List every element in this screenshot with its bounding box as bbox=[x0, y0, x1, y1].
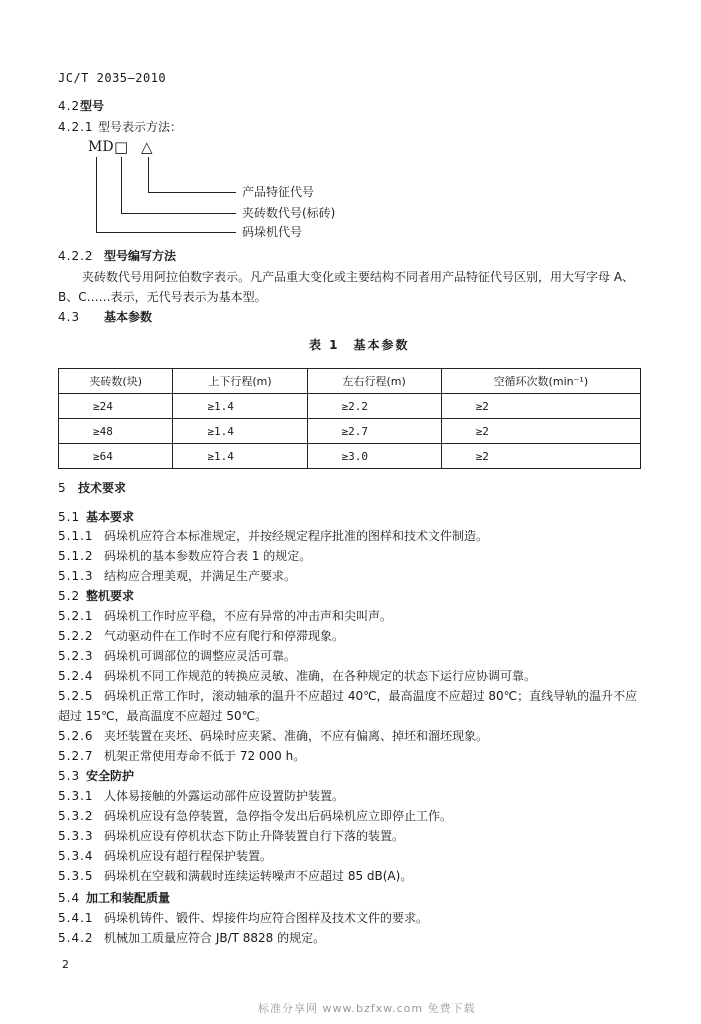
clause-5-1-2 bbox=[58, 548, 311, 564]
standard-number: JC/T 2035—2010 bbox=[58, 71, 167, 85]
section-title: 技术要求 bbox=[78, 481, 127, 495]
clause-5-2-1 bbox=[58, 608, 392, 624]
table-caption: 表 1 基本参数 bbox=[309, 338, 410, 352]
section-4-2-2-text: 夹砖数代号用阿拉伯数字表示。凡产品重大变化或主要结构不同者用产品特征代号区别，用大写字母 A、B、C……表示，无代号表示为基本型。 bbox=[58, 270, 635, 304]
section-title: 型号 bbox=[80, 99, 105, 113]
section-number: 4.2.2 bbox=[58, 249, 94, 263]
clause-text: 码垛机在空载和满载时连续运转噪声不应超过 85 dB(A)。 bbox=[104, 869, 413, 883]
table-cell: ≥64 bbox=[59, 444, 173, 469]
section-number: 5.4 bbox=[58, 891, 81, 905]
section-5-3-heading bbox=[58, 768, 134, 784]
clause-5-1-3 bbox=[58, 568, 296, 584]
clause-text: 码垛机正常工作时，滚动轴承的温升不应超过 40℃，最高温度不应超过 80℃；直线导轨的温升不应超过 15℃，最高温度不应超过 50℃。 bbox=[58, 689, 638, 723]
section-5-1-heading bbox=[58, 509, 134, 525]
table-cell: ≥2.7 bbox=[307, 419, 441, 444]
clause-text: 结构应合理美观，并满足生产要求。 bbox=[104, 569, 297, 583]
section-5-2-heading bbox=[58, 588, 134, 604]
label-count-code: 夹砖数代号(标砖) bbox=[242, 206, 336, 220]
section-5-4-heading bbox=[58, 890, 170, 906]
clause-5-2-6 bbox=[58, 728, 488, 744]
section-title: 基本参数 bbox=[104, 310, 153, 324]
clause-text: 码垛机应符合本标准规定，并按经规定程序批准的图样和技术文件制造。 bbox=[104, 529, 489, 543]
clause-5-2-2 bbox=[58, 628, 344, 644]
designation-triangle-symbol: △ bbox=[141, 138, 153, 156]
clause-text: 人体易接触的外露运动部件应设置防护装置。 bbox=[104, 789, 345, 803]
section-number: 4.3 bbox=[58, 310, 81, 324]
clause-5-2-7 bbox=[58, 748, 305, 764]
page-number: 2 bbox=[62, 958, 69, 971]
table-row bbox=[59, 419, 641, 444]
clause-number: 5.3.3 bbox=[58, 829, 94, 843]
section-4-3-heading bbox=[58, 309, 152, 325]
table-cell: ≥2 bbox=[441, 394, 640, 419]
leader-line-feature bbox=[148, 157, 149, 193]
section-number: 4.2 bbox=[58, 99, 81, 113]
table-cell: ≥2 bbox=[441, 419, 640, 444]
section-title: 整机要求 bbox=[86, 589, 135, 603]
table-cell: ≥48 bbox=[59, 419, 173, 444]
clause-number: 5.4.2 bbox=[58, 931, 94, 945]
section-number: 4.2.1 bbox=[58, 120, 94, 134]
section-title: 型号编写方法 bbox=[104, 249, 177, 263]
clause-number: 5.2.7 bbox=[58, 749, 94, 763]
table-cell: ≥2 bbox=[441, 444, 640, 469]
clause-5-2-4 bbox=[58, 668, 536, 684]
table-cell: ≥1.4 bbox=[173, 419, 307, 444]
clause-number: 5.2.1 bbox=[58, 609, 94, 623]
table-cell: ≥1.4 bbox=[173, 444, 307, 469]
table-cell: ≥3.0 bbox=[307, 444, 441, 469]
clause-text: 码垛机铸件、锻件、焊接件均应符合图样及技术文件的要求。 bbox=[104, 911, 429, 925]
table-header-cell: 上下行程(m) bbox=[173, 369, 307, 394]
leader-line-machine-h bbox=[96, 232, 236, 233]
clause-5-3-3 bbox=[58, 828, 404, 844]
section-number: 5.3 bbox=[58, 769, 81, 783]
clause-5-1-1 bbox=[58, 528, 488, 544]
leader-line-count-h bbox=[121, 213, 236, 214]
clause-number: 5.2.3 bbox=[58, 649, 94, 663]
designation-box-symbol: □ bbox=[114, 138, 129, 156]
section-number: 5.1 bbox=[58, 510, 81, 524]
table-header-row bbox=[59, 369, 641, 394]
leader-line-machine bbox=[96, 157, 97, 233]
clause-5-2-3 bbox=[58, 648, 296, 664]
clause-number: 5.2.5 bbox=[58, 689, 94, 703]
clause-number: 5.3.5 bbox=[58, 869, 94, 883]
clause-text: 码垛机的基本参数应符合表 1 的规定。 bbox=[104, 549, 312, 563]
label-machine-code: 码垛机代号 bbox=[242, 225, 303, 239]
table-cell: ≥24 bbox=[59, 394, 173, 419]
section-title: 加工和装配质量 bbox=[86, 891, 171, 905]
clause-text: 气动驱动件在工作时不应有爬行和停滞现象。 bbox=[104, 629, 345, 643]
parameters-table bbox=[58, 368, 641, 469]
clause-5-4-2 bbox=[58, 930, 325, 946]
clause-number: 5.2.2 bbox=[58, 629, 94, 643]
clause-text: 码垛机应设有停机状态下防止升降装置自行下落的装置。 bbox=[104, 829, 405, 843]
section-title: 基本要求 bbox=[86, 510, 135, 524]
clause-text: 码垛机应设有急停装置，急停指令发出后码垛机应立即停止工作。 bbox=[104, 809, 453, 823]
clause-number: 5.2.6 bbox=[58, 729, 94, 743]
table-header-cell: 夹砖数(块) bbox=[59, 369, 173, 394]
clause-number: 5.1.2 bbox=[58, 549, 94, 563]
clause-number: 5.3.4 bbox=[58, 849, 94, 863]
designation-prefix: MD bbox=[88, 139, 114, 155]
clause-5-3-4 bbox=[58, 848, 272, 864]
table-row bbox=[59, 394, 641, 419]
leader-line-count bbox=[121, 157, 122, 214]
clause-text: 码垛机应设有超行程保护装置。 bbox=[104, 849, 273, 863]
section-4-2-2-heading bbox=[58, 248, 176, 264]
section-title: 安全防护 bbox=[86, 769, 135, 783]
clause-5-3-5 bbox=[58, 868, 412, 884]
section-number: 5 bbox=[58, 481, 67, 495]
table-cell: ≥2.2 bbox=[307, 394, 441, 419]
section-title: 型号表示方法： bbox=[98, 120, 183, 134]
clause-number: 5.3.2 bbox=[58, 809, 94, 823]
clause-number: 5.4.1 bbox=[58, 911, 94, 925]
clause-number: 5.1.3 bbox=[58, 569, 94, 583]
clause-text: 码垛机不同工作规范的转换应灵敏、准确，在各种规定的状态下运行应协调可靠。 bbox=[104, 669, 537, 683]
clause-text: 机架正常使用寿命不低于 72 000 h。 bbox=[104, 749, 306, 763]
clause-5-3-1 bbox=[58, 788, 344, 804]
clause-text: 夹坯装置在夹坯、码垛时应夹紧、准确，不应有偏离、掉坯和溜坯现象。 bbox=[104, 729, 489, 743]
clause-5-4-1 bbox=[58, 910, 428, 926]
table-cell: ≥1.4 bbox=[173, 394, 307, 419]
section-4-2-heading bbox=[58, 98, 104, 114]
table-header-cell: 左右行程(m) bbox=[307, 369, 441, 394]
clause-number: 5.2.4 bbox=[58, 669, 94, 683]
clause-5-3-2 bbox=[58, 808, 452, 824]
section-5-heading bbox=[58, 480, 126, 496]
section-4-2-1-heading bbox=[58, 119, 182, 135]
watermark-text: 标准分享网 www.bzfxw.com 免费下载 bbox=[258, 1002, 476, 1015]
clause-number: 5.3.1 bbox=[58, 789, 94, 803]
clause-text: 码垛机工作时应平稳，不应有异常的冲击声和尖叫声。 bbox=[104, 609, 393, 623]
section-number: 5.2 bbox=[58, 589, 81, 603]
clause-text: 机械加工质量应符合 JB/T 8828 的规定。 bbox=[104, 931, 326, 945]
clause-number: 5.1.1 bbox=[58, 529, 94, 543]
label-feature-code: 产品特征代号 bbox=[242, 185, 315, 199]
clause-5-2-5 bbox=[58, 686, 648, 726]
table-row bbox=[59, 444, 641, 469]
clause-text: 码垛机可调部位的调整应灵活可靠。 bbox=[104, 649, 297, 663]
table-header-cell: 空循环次数(min⁻¹) bbox=[441, 369, 640, 394]
leader-line-feature-h bbox=[148, 192, 236, 193]
